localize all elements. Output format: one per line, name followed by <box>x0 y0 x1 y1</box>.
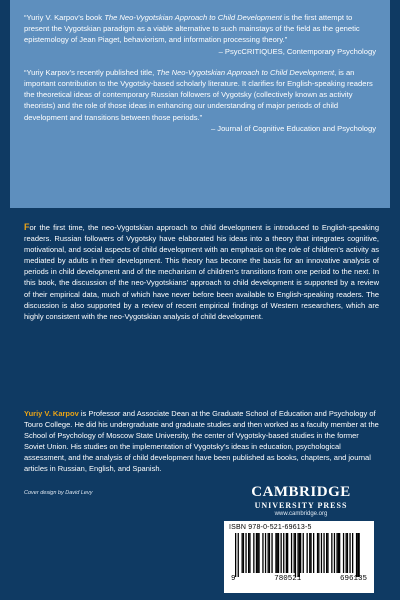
barcode-group-2: 696135 <box>339 575 367 583</box>
barcode-bar <box>338 533 339 573</box>
barcode-bar <box>235 533 236 577</box>
barcode-bar <box>346 533 347 573</box>
isbn-text: ISBN 978-0-521-69613-5 <box>229 524 312 531</box>
barcode-bar <box>265 533 266 573</box>
barcode-bar <box>326 533 327 573</box>
barcode-bar <box>310 533 311 573</box>
barcode-bar <box>356 533 357 577</box>
barcode-digits <box>229 575 369 583</box>
barcode-bar <box>297 533 298 577</box>
barcode-group-1: 780521 <box>274 575 302 583</box>
barcode-bar <box>286 533 287 573</box>
book-description <box>24 222 379 322</box>
barcode-bar <box>257 533 258 573</box>
quote-2-attribution: – Journal of Cognitive Education and Psychology <box>210 123 376 133</box>
barcode-bar <box>343 533 344 573</box>
author-bio-text: is Professor and Associate Dean at the Graduate School of Education and Psychology of Touro College. He did his undergraduate and graduate studies and then worked as a faculty member at the School of Psychology of Moscow State University, the center of Vygotsky-based studies in the former Soviet Union. His studies on the implementation of Vygotsky’s ideas in education, psychological assessment, and the analysis of child development have been published as books, chapters, and journal articles in Russian, English, and Spanish. <box>24 409 379 474</box>
quote-2-book-title: The Neo-Vygotskian Approach to Child Development <box>156 67 335 77</box>
barcode-bar <box>336 533 337 573</box>
barcode-bar <box>253 533 254 573</box>
barcode-bar <box>307 533 308 573</box>
barcode-bar <box>349 533 350 573</box>
barcode-bar <box>352 533 353 573</box>
barcode-bar <box>268 533 269 573</box>
barcode-graphic <box>229 533 369 577</box>
quote-1 <box>24 12 376 57</box>
quote-1-attribution: – PsycCRITIQUES, Contemporary Psychology <box>218 46 376 56</box>
barcode-block <box>224 521 374 593</box>
barcode-bar <box>294 533 295 573</box>
quote-1-post: is the first attempt to present the Vygotskian paradigm as a viable alternative to such mainstays of the field as the genetic epistemology of Jean Piaget, behaviorism, and information processing theory.” <box>24 13 360 45</box>
barcode-bar <box>303 533 304 573</box>
author-name: Yuriy V. Karpov <box>24 409 79 418</box>
barcode-lead-digit: 9 <box>231 575 236 583</box>
quote-2 <box>24 67 376 134</box>
quote-2-pre: “Yuriy Karpov’s recently published title, <box>24 67 157 77</box>
barcode-bar <box>275 533 276 573</box>
barcode-bar <box>357 533 358 577</box>
barcode-bar <box>347 533 348 573</box>
barcode-bar <box>299 533 300 577</box>
barcode-bar <box>238 533 239 577</box>
barcode-bar <box>321 533 322 573</box>
barcode-bar <box>248 533 249 573</box>
barcode-bar <box>245 533 246 573</box>
barcode-bar <box>331 533 332 573</box>
barcode-bar <box>281 533 282 573</box>
barcode-bar <box>309 533 310 573</box>
barcode-bar <box>317 533 318 573</box>
barcode-bar <box>262 533 263 573</box>
description-text: or the first time, the neo-Vygotskian approach to child development is introduced to English-speaking readers. Russian followers of Vygotsky have elaborated his ideas into a theory that integrates cognitive, motivational, and social aspects of child development with an emphasis on the role of children’s activity as mediated by adults in their development. This theory has become the basis for an innovative analysis of periods in child development and of the mechanism of children’s transitions from one period to the next. In this book, the discussion of the neo-Vygotskians’ approach to child development is supported by a review of their empirical data, much of which have never before been available to English-speaking readers. The discussion is also supported by a review of recent empirical findings of Western researchers, which are highly consistent with the neo-Vygotskian analysis of child development. <box>24 223 379 321</box>
barcode-bar <box>300 533 301 573</box>
cover-credit: Cover design by David Levy <box>24 490 93 496</box>
author-bio <box>24 408 379 475</box>
barcode-bar <box>258 533 259 573</box>
barcode-bar <box>313 533 314 573</box>
barcode-bar <box>269 533 270 573</box>
publisher-press: UNIVERSITY PRESS <box>254 501 348 510</box>
praise-quotes-panel <box>10 0 390 208</box>
barcode-bar <box>339 533 340 573</box>
barcode-bar <box>256 533 257 573</box>
barcode-bar <box>277 533 278 573</box>
barcode-bar <box>243 533 244 573</box>
publisher-url: www.cambridge.org <box>274 511 328 517</box>
quote-1-book-title: The Neo-Vygotskian Approach to Child Development <box>104 13 282 22</box>
description-dropcap: F <box>24 222 30 232</box>
barcode-bar <box>287 533 288 573</box>
quote-2-post: , is an important contribution to the Vygotsky-based scholarly literature. It clarifies for English-speaking readers the theoretical ideas of contemporary Russian followers of Vygotsky (collectively known as activity theorists) and the role of those ideas in enhancing our understanding of major periods of child development and transitions between those periods.” <box>24 67 373 122</box>
publisher-name: CAMBRIDGE <box>251 484 351 500</box>
barcode-bar <box>334 533 335 573</box>
barcode-bar <box>283 533 284 573</box>
barcode-bar <box>323 533 324 573</box>
barcode-bar <box>359 533 360 577</box>
barcode-bar <box>278 533 279 573</box>
barcode-bar <box>327 533 328 573</box>
barcode-bar <box>318 533 319 573</box>
barcode-bar <box>242 533 243 573</box>
publisher-logo <box>226 484 376 517</box>
quote-1-pre: “Yuriy V. Karpov’s book <box>24 13 105 22</box>
barcode-bar <box>271 533 272 573</box>
barcode-bar <box>295 533 296 577</box>
barcode-bar <box>291 533 292 573</box>
barcode-bar <box>249 533 250 573</box>
